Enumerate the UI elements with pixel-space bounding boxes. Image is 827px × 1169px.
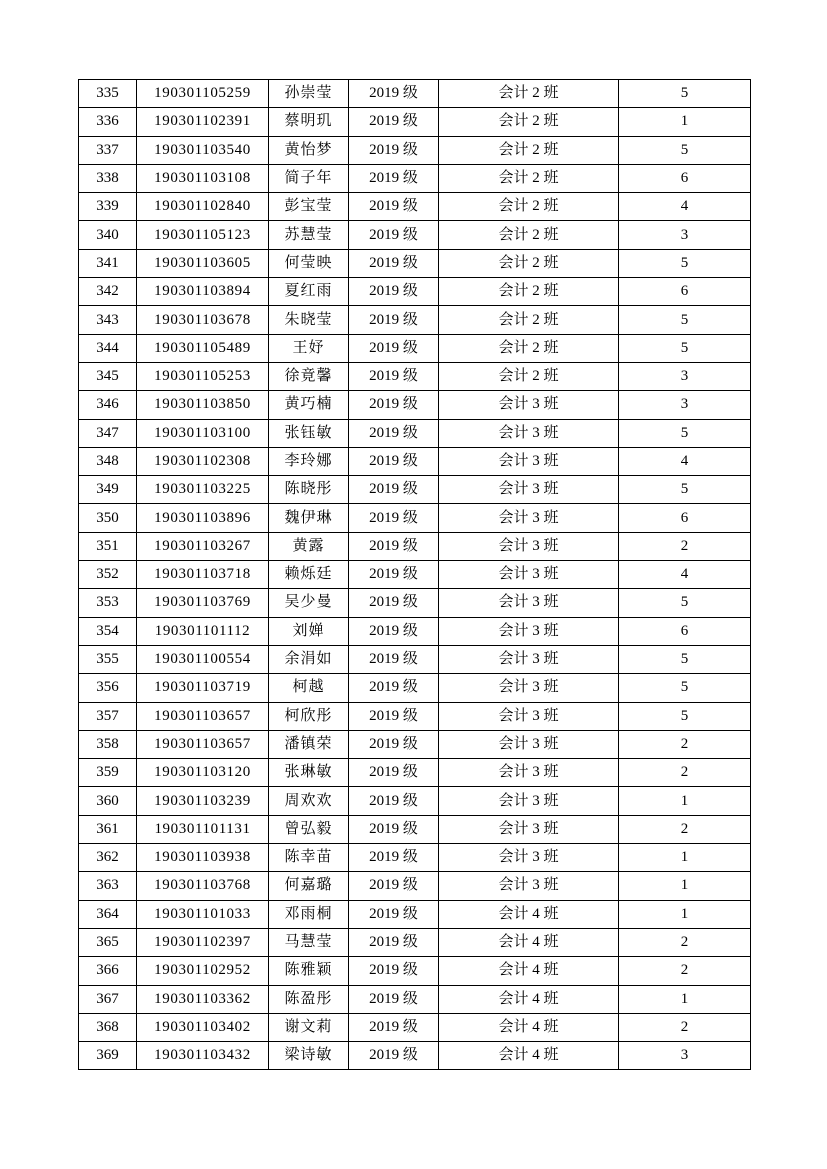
grade-cell: 2019 级 bbox=[349, 730, 439, 758]
student-id-cell: 190301103719 bbox=[137, 674, 269, 702]
class-name-cell: 会计 3 班 bbox=[439, 532, 619, 560]
table-row bbox=[79, 391, 751, 419]
grade-cell: 2019 级 bbox=[349, 787, 439, 815]
student-id-cell: 190301103239 bbox=[137, 787, 269, 815]
class-name-cell: 会计 2 班 bbox=[439, 249, 619, 277]
count-cell: 1 bbox=[619, 900, 751, 928]
grade-cell: 2019 级 bbox=[349, 306, 439, 334]
student-id-cell: 190301103896 bbox=[137, 504, 269, 532]
class-name-cell: 会计 4 班 bbox=[439, 900, 619, 928]
count-cell: 1 bbox=[619, 787, 751, 815]
student-id-cell: 190301105489 bbox=[137, 334, 269, 362]
row-no-cell: 368 bbox=[79, 1013, 137, 1041]
row-no-cell: 360 bbox=[79, 787, 137, 815]
grade-cell: 2019 级 bbox=[349, 80, 439, 108]
student-id-cell: 190301102397 bbox=[137, 928, 269, 956]
grade-cell: 2019 级 bbox=[349, 617, 439, 645]
table-row bbox=[79, 447, 751, 475]
grade-cell: 2019 级 bbox=[349, 476, 439, 504]
name-cell: 黄巧楠 bbox=[269, 391, 349, 419]
class-name-cell: 会计 2 班 bbox=[439, 221, 619, 249]
row-no-cell: 343 bbox=[79, 306, 137, 334]
student-id-cell: 190301105259 bbox=[137, 80, 269, 108]
name-cell: 王妤 bbox=[269, 334, 349, 362]
table-row bbox=[79, 561, 751, 589]
table-row bbox=[79, 334, 751, 362]
grade-cell: 2019 级 bbox=[349, 1013, 439, 1041]
count-cell: 5 bbox=[619, 702, 751, 730]
row-no-cell: 355 bbox=[79, 645, 137, 673]
class-name-cell: 会计 4 班 bbox=[439, 928, 619, 956]
student-id-cell: 190301103362 bbox=[137, 985, 269, 1013]
grade-cell: 2019 级 bbox=[349, 702, 439, 730]
grade-cell: 2019 级 bbox=[349, 136, 439, 164]
name-cell: 黄怡梦 bbox=[269, 136, 349, 164]
class-name-cell: 会计 3 班 bbox=[439, 872, 619, 900]
count-cell: 2 bbox=[619, 928, 751, 956]
table-row bbox=[79, 362, 751, 390]
count-cell: 1 bbox=[619, 872, 751, 900]
row-no-cell: 357 bbox=[79, 702, 137, 730]
row-no-cell: 356 bbox=[79, 674, 137, 702]
name-cell: 魏伊琳 bbox=[269, 504, 349, 532]
count-cell: 1 bbox=[619, 844, 751, 872]
count-cell: 5 bbox=[619, 589, 751, 617]
count-cell: 3 bbox=[619, 391, 751, 419]
class-name-cell: 会计 3 班 bbox=[439, 447, 619, 475]
name-cell: 周欢欢 bbox=[269, 787, 349, 815]
name-cell: 简子年 bbox=[269, 164, 349, 192]
row-no-cell: 366 bbox=[79, 957, 137, 985]
count-cell: 5 bbox=[619, 136, 751, 164]
table-row bbox=[79, 193, 751, 221]
roster-table-body bbox=[79, 80, 751, 1070]
row-no-cell: 337 bbox=[79, 136, 137, 164]
grade-cell: 2019 级 bbox=[349, 815, 439, 843]
count-cell: 2 bbox=[619, 759, 751, 787]
student-id-cell: 190301103850 bbox=[137, 391, 269, 419]
count-cell: 4 bbox=[619, 561, 751, 589]
row-no-cell: 353 bbox=[79, 589, 137, 617]
name-cell: 何嘉璐 bbox=[269, 872, 349, 900]
count-cell: 2 bbox=[619, 532, 751, 560]
name-cell: 刘婵 bbox=[269, 617, 349, 645]
student-id-cell: 190301103120 bbox=[137, 759, 269, 787]
row-no-cell: 350 bbox=[79, 504, 137, 532]
row-no-cell: 367 bbox=[79, 985, 137, 1013]
class-name-cell: 会计 3 班 bbox=[439, 617, 619, 645]
row-no-cell: 342 bbox=[79, 278, 137, 306]
student-id-cell: 190301101033 bbox=[137, 900, 269, 928]
name-cell: 李玲娜 bbox=[269, 447, 349, 475]
class-name-cell: 会计 3 班 bbox=[439, 815, 619, 843]
row-no-cell: 351 bbox=[79, 532, 137, 560]
class-name-cell: 会计 2 班 bbox=[439, 193, 619, 221]
class-name-cell: 会计 2 班 bbox=[439, 306, 619, 334]
name-cell: 张琳敏 bbox=[269, 759, 349, 787]
grade-cell: 2019 级 bbox=[349, 589, 439, 617]
class-name-cell: 会计 3 班 bbox=[439, 645, 619, 673]
table-row bbox=[79, 815, 751, 843]
grade-cell: 2019 级 bbox=[349, 844, 439, 872]
student-id-cell: 190301103108 bbox=[137, 164, 269, 192]
table-row bbox=[79, 985, 751, 1013]
student-id-cell: 190301100554 bbox=[137, 645, 269, 673]
class-name-cell: 会计 3 班 bbox=[439, 759, 619, 787]
class-name-cell: 会计 3 班 bbox=[439, 476, 619, 504]
student-id-cell: 190301103605 bbox=[137, 249, 269, 277]
count-cell: 1 bbox=[619, 985, 751, 1013]
name-cell: 彭宝莹 bbox=[269, 193, 349, 221]
name-cell: 马慧莹 bbox=[269, 928, 349, 956]
row-no-cell: 364 bbox=[79, 900, 137, 928]
name-cell: 何莹映 bbox=[269, 249, 349, 277]
grade-cell: 2019 级 bbox=[349, 674, 439, 702]
row-no-cell: 347 bbox=[79, 419, 137, 447]
table-row bbox=[79, 730, 751, 758]
name-cell: 张钰敏 bbox=[269, 419, 349, 447]
name-cell: 曾弘毅 bbox=[269, 815, 349, 843]
student-id-cell: 190301103267 bbox=[137, 532, 269, 560]
table-row bbox=[79, 419, 751, 447]
count-cell: 6 bbox=[619, 504, 751, 532]
row-no-cell: 362 bbox=[79, 844, 137, 872]
count-cell: 3 bbox=[619, 221, 751, 249]
table-row bbox=[79, 674, 751, 702]
table-row bbox=[79, 900, 751, 928]
count-cell: 5 bbox=[619, 645, 751, 673]
grade-cell: 2019 级 bbox=[349, 872, 439, 900]
table-row bbox=[79, 645, 751, 673]
class-name-cell: 会计 4 班 bbox=[439, 985, 619, 1013]
row-no-cell: 361 bbox=[79, 815, 137, 843]
count-cell: 5 bbox=[619, 476, 751, 504]
class-name-cell: 会计 2 班 bbox=[439, 136, 619, 164]
class-name-cell: 会计 3 班 bbox=[439, 589, 619, 617]
count-cell: 5 bbox=[619, 419, 751, 447]
class-name-cell: 会计 4 班 bbox=[439, 1013, 619, 1041]
table-row bbox=[79, 532, 751, 560]
class-name-cell: 会计 3 班 bbox=[439, 504, 619, 532]
row-no-cell: 341 bbox=[79, 249, 137, 277]
name-cell: 朱晓莹 bbox=[269, 306, 349, 334]
student-id-cell: 190301103657 bbox=[137, 702, 269, 730]
class-name-cell: 会计 4 班 bbox=[439, 957, 619, 985]
count-cell: 2 bbox=[619, 815, 751, 843]
student-id-cell: 190301103768 bbox=[137, 872, 269, 900]
row-no-cell: 335 bbox=[79, 80, 137, 108]
table-row bbox=[79, 1013, 751, 1041]
grade-cell: 2019 级 bbox=[349, 278, 439, 306]
student-id-cell: 190301101131 bbox=[137, 815, 269, 843]
count-cell: 3 bbox=[619, 362, 751, 390]
table-row bbox=[79, 589, 751, 617]
grade-cell: 2019 级 bbox=[349, 221, 439, 249]
grade-cell: 2019 级 bbox=[349, 645, 439, 673]
class-name-cell: 会计 2 班 bbox=[439, 362, 619, 390]
grade-cell: 2019 级 bbox=[349, 1042, 439, 1070]
name-cell: 陈晓彤 bbox=[269, 476, 349, 504]
name-cell: 邓雨桐 bbox=[269, 900, 349, 928]
table-row bbox=[79, 164, 751, 192]
grade-cell: 2019 级 bbox=[349, 391, 439, 419]
grade-cell: 2019 级 bbox=[349, 985, 439, 1013]
student-id-cell: 190301102840 bbox=[137, 193, 269, 221]
class-name-cell: 会计 3 班 bbox=[439, 702, 619, 730]
class-name-cell: 会计 3 班 bbox=[439, 419, 619, 447]
count-cell: 5 bbox=[619, 249, 751, 277]
grade-cell: 2019 级 bbox=[349, 419, 439, 447]
row-no-cell: 354 bbox=[79, 617, 137, 645]
count-cell: 5 bbox=[619, 80, 751, 108]
class-name-cell: 会计 4 班 bbox=[439, 1042, 619, 1070]
grade-cell: 2019 级 bbox=[349, 108, 439, 136]
student-id-cell: 190301103769 bbox=[137, 589, 269, 617]
name-cell: 陈盈彤 bbox=[269, 985, 349, 1013]
student-roster-table bbox=[78, 79, 751, 1070]
table-row bbox=[79, 249, 751, 277]
grade-cell: 2019 级 bbox=[349, 362, 439, 390]
count-cell: 6 bbox=[619, 278, 751, 306]
row-no-cell: 369 bbox=[79, 1042, 137, 1070]
table-row bbox=[79, 278, 751, 306]
name-cell: 潘镇荣 bbox=[269, 730, 349, 758]
class-name-cell: 会计 3 班 bbox=[439, 844, 619, 872]
student-id-cell: 190301103718 bbox=[137, 561, 269, 589]
row-no-cell: 336 bbox=[79, 108, 137, 136]
row-no-cell: 344 bbox=[79, 334, 137, 362]
table-row bbox=[79, 957, 751, 985]
student-id-cell: 190301103938 bbox=[137, 844, 269, 872]
class-name-cell: 会计 3 班 bbox=[439, 674, 619, 702]
row-no-cell: 359 bbox=[79, 759, 137, 787]
grade-cell: 2019 级 bbox=[349, 900, 439, 928]
grade-cell: 2019 级 bbox=[349, 334, 439, 362]
student-id-cell: 190301103432 bbox=[137, 1042, 269, 1070]
student-id-cell: 190301103678 bbox=[137, 306, 269, 334]
row-no-cell: 349 bbox=[79, 476, 137, 504]
table-row bbox=[79, 306, 751, 334]
row-no-cell: 365 bbox=[79, 928, 137, 956]
table-row bbox=[79, 80, 751, 108]
student-id-cell: 190301103100 bbox=[137, 419, 269, 447]
name-cell: 苏慧莹 bbox=[269, 221, 349, 249]
row-no-cell: 338 bbox=[79, 164, 137, 192]
student-id-cell: 190301103402 bbox=[137, 1013, 269, 1041]
table-row bbox=[79, 108, 751, 136]
grade-cell: 2019 级 bbox=[349, 164, 439, 192]
count-cell: 6 bbox=[619, 617, 751, 645]
grade-cell: 2019 级 bbox=[349, 759, 439, 787]
class-name-cell: 会计 3 班 bbox=[439, 787, 619, 815]
table-row bbox=[79, 476, 751, 504]
student-id-cell: 190301105123 bbox=[137, 221, 269, 249]
class-name-cell: 会计 2 班 bbox=[439, 80, 619, 108]
count-cell: 2 bbox=[619, 730, 751, 758]
count-cell: 4 bbox=[619, 447, 751, 475]
student-id-cell: 190301103657 bbox=[137, 730, 269, 758]
class-name-cell: 会计 2 班 bbox=[439, 108, 619, 136]
count-cell: 4 bbox=[619, 193, 751, 221]
table-row bbox=[79, 221, 751, 249]
name-cell: 黄露 bbox=[269, 532, 349, 560]
row-no-cell: 348 bbox=[79, 447, 137, 475]
table-row bbox=[79, 928, 751, 956]
grade-cell: 2019 级 bbox=[349, 561, 439, 589]
grade-cell: 2019 级 bbox=[349, 532, 439, 560]
grade-cell: 2019 级 bbox=[349, 504, 439, 532]
student-id-cell: 190301101112 bbox=[137, 617, 269, 645]
count-cell: 5 bbox=[619, 306, 751, 334]
count-cell: 3 bbox=[619, 1042, 751, 1070]
grade-cell: 2019 级 bbox=[349, 249, 439, 277]
name-cell: 陈雅颖 bbox=[269, 957, 349, 985]
class-name-cell: 会计 3 班 bbox=[439, 561, 619, 589]
row-no-cell: 358 bbox=[79, 730, 137, 758]
class-name-cell: 会计 2 班 bbox=[439, 278, 619, 306]
student-id-cell: 190301102391 bbox=[137, 108, 269, 136]
name-cell: 蔡明玑 bbox=[269, 108, 349, 136]
row-no-cell: 340 bbox=[79, 221, 137, 249]
student-id-cell: 190301103894 bbox=[137, 278, 269, 306]
row-no-cell: 363 bbox=[79, 872, 137, 900]
grade-cell: 2019 级 bbox=[349, 447, 439, 475]
class-name-cell: 会计 2 班 bbox=[439, 334, 619, 362]
table-row bbox=[79, 787, 751, 815]
name-cell: 柯越 bbox=[269, 674, 349, 702]
count-cell: 6 bbox=[619, 164, 751, 192]
table-row bbox=[79, 844, 751, 872]
grade-cell: 2019 级 bbox=[349, 928, 439, 956]
grade-cell: 2019 级 bbox=[349, 193, 439, 221]
row-no-cell: 352 bbox=[79, 561, 137, 589]
table-row bbox=[79, 504, 751, 532]
name-cell: 孙崇莹 bbox=[269, 80, 349, 108]
row-no-cell: 339 bbox=[79, 193, 137, 221]
student-id-cell: 190301102952 bbox=[137, 957, 269, 985]
student-id-cell: 190301105253 bbox=[137, 362, 269, 390]
name-cell: 赖烁廷 bbox=[269, 561, 349, 589]
table-row bbox=[79, 872, 751, 900]
count-cell: 5 bbox=[619, 334, 751, 362]
count-cell: 1 bbox=[619, 108, 751, 136]
row-no-cell: 345 bbox=[79, 362, 137, 390]
class-name-cell: 会计 3 班 bbox=[439, 730, 619, 758]
name-cell: 梁诗敏 bbox=[269, 1042, 349, 1070]
student-id-cell: 190301102308 bbox=[137, 447, 269, 475]
name-cell: 吴少曼 bbox=[269, 589, 349, 617]
name-cell: 夏红雨 bbox=[269, 278, 349, 306]
table-row bbox=[79, 1042, 751, 1070]
name-cell: 柯欣彤 bbox=[269, 702, 349, 730]
count-cell: 2 bbox=[619, 1013, 751, 1041]
student-id-cell: 190301103225 bbox=[137, 476, 269, 504]
student-id-cell: 190301103540 bbox=[137, 136, 269, 164]
name-cell: 陈幸苗 bbox=[269, 844, 349, 872]
class-name-cell: 会计 2 班 bbox=[439, 164, 619, 192]
row-no-cell: 346 bbox=[79, 391, 137, 419]
grade-cell: 2019 级 bbox=[349, 957, 439, 985]
class-name-cell: 会计 3 班 bbox=[439, 391, 619, 419]
name-cell: 余涓如 bbox=[269, 645, 349, 673]
count-cell: 5 bbox=[619, 674, 751, 702]
count-cell: 2 bbox=[619, 957, 751, 985]
table-row bbox=[79, 759, 751, 787]
table-row bbox=[79, 702, 751, 730]
name-cell: 徐竟馨 bbox=[269, 362, 349, 390]
name-cell: 谢文莉 bbox=[269, 1013, 349, 1041]
table-row bbox=[79, 617, 751, 645]
table-row bbox=[79, 136, 751, 164]
